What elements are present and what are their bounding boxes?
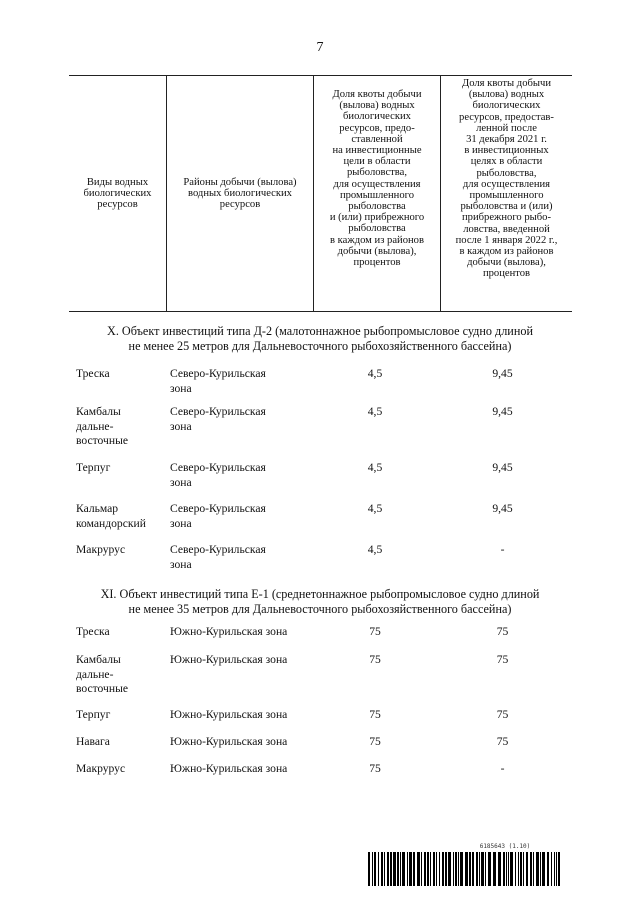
barcode-bar [409,852,412,886]
barcode-bar [530,852,532,886]
barcode-bar [397,852,399,886]
species-cell: Треска [76,367,110,380]
quota-share-2022-cell: 75 [496,625,509,638]
section-title: XI. Объект инвестиций типа Е-1 (среднетоннажное рыбопромысловое судно длиной не менее 35 метров для Дальневосточного рыбохозяйственного бассейна) [100,587,540,616]
species-cell: Макрурус [76,543,126,556]
barcode-bar [387,852,389,886]
barcode-bar [542,852,545,886]
quota-share-cell: 4,5 [367,367,383,380]
barcode-bar [460,852,463,886]
barcode-bar [520,852,522,886]
barcode-bar [554,852,555,886]
quota-share-2022-cell: 9,45 [492,502,513,515]
barcode-bar [430,852,431,886]
quota-share-cell: 75 [369,762,381,775]
quota-share-2022-cell: 9,45 [492,461,513,474]
quota-share-cell: 4,5 [367,543,383,556]
barcode-bar [479,852,480,886]
barcode-bar [476,852,478,886]
barcode-bar [455,852,457,886]
barcode-bar [556,852,557,886]
barcode-bar [488,852,491,886]
region-cell: Южно-Курильская зона [170,625,288,638]
species-cell: Макрурус [76,762,126,775]
barcode-bar [417,852,420,886]
barcode-bar [558,852,560,886]
region-cell: Южно-Курильская зона [170,653,288,666]
quota-share-2022-cell: 75 [496,708,509,721]
quota-share-cell: 4,5 [367,502,383,515]
barcode-bar [372,852,373,886]
barcode-bar [427,852,429,886]
quota-share-cell: 75 [369,735,381,748]
barcode-bar [439,852,440,886]
barcode-bar [407,852,408,886]
region-cell: Южно-Курильская зона [170,762,288,775]
barcode-bar [421,852,422,886]
barcode-bar [472,852,474,886]
species-cell: Камбалы дальне- восточные [76,405,129,447]
header-quota-share [314,76,441,312]
quota-share-2022-cell: 9,45 [492,367,513,380]
barcode-bar [506,852,507,886]
barcode-bar [374,852,376,886]
species-cell: Навага [76,735,110,748]
region-cell: Северо-Курильская зона [170,405,266,433]
quota-share-cell: 4,5 [367,405,383,418]
header-quota-share-2022-text: Доля квоты добычи (вылова) водных биологических ресурсов, предостав- ленной после 31 декабря 2021 г. в инвестиционных целях в области рыболовства, для осуществления промышленного рыболовства и (или) прибрежного рыбо- ловства, введенной после 1 января 2022 г., в каждом из районов добычи (вылова), процентов [455,78,558,280]
barcode-bar [510,852,513,886]
quota-share-cell: 75 [369,708,381,721]
barcode-bar [448,852,451,886]
barcode-icon [368,852,564,886]
barcode-bar [378,852,379,886]
quota-share-cell: 75 [369,625,381,638]
barcode-bar [540,852,541,886]
region-cell: Северо-Курильская зона [170,461,266,489]
barcode-bar [453,852,454,886]
barcode-bar [551,852,552,886]
barcode-bar [498,852,501,886]
page-number: 7 [316,40,324,55]
quota-share-2022-cell: 75 [496,653,509,666]
barcode-bar [493,852,496,886]
barcode-bar [390,852,392,886]
barcode-bar [503,852,505,886]
header-quota-share-text: Доля квоты добычи (вылова) водных биологических ресурсов, предо- ставленной на инвестиционные цели в области рыболовства, для осуществления промышленного рыболовства и (или) прибрежного рыболовства в каждом из районов добычи (вылова), процентов [329,89,425,269]
barcode-bar [526,852,528,886]
species-cell: Терпуг [76,708,111,721]
quota-share-cell: 4,5 [367,461,383,474]
region-cell: Северо-Курильская зона [170,367,266,395]
barcode-bar [384,852,385,886]
barcode-label: 6185643 (1.10) [479,843,531,850]
region-cell: Южно-Курильская зона [170,735,288,748]
table-header [69,75,572,312]
barcode-bar [523,852,524,886]
barcode-bar [400,852,401,886]
barcode-bar [424,852,426,886]
barcode-bar [547,852,549,886]
region-cell: Северо-Курильская зона [170,543,266,571]
barcode-bar [436,852,437,886]
barcode-bar [381,852,383,886]
quota-share-2022-cell: - [500,543,505,556]
quota-share-2022-cell: 75 [496,735,509,748]
barcode-bar [433,852,435,886]
barcode-bar [465,852,468,886]
barcode-bar [533,852,534,886]
header-regions: Районы добычи (вылова) водных биологических ресурсов [167,76,314,312]
quota-share-2022-cell: 9,45 [492,405,513,418]
barcode-bar [402,852,405,886]
quota-share-cell: 75 [369,653,381,666]
section-title: X. Объект инвестиций типа Д-2 (малотоннажное рыбопромысловое судно длиной не менее 25 метров для Дальневосточного рыбохозяйственного бассейна) [107,324,533,353]
header-quota-share-2022 [441,76,573,312]
barcode-bar [413,852,415,886]
species-cell: Терпуг [76,461,111,474]
barcode-bar [536,852,539,886]
barcode-bar [442,852,444,886]
barcode-bar [515,852,516,886]
barcode-bar [508,852,509,886]
barcode-bar [469,852,471,886]
quota-share-2022-cell: - [500,762,505,775]
region-cell: Северо-Курильская зона [170,502,266,530]
barcode-bar [458,852,459,886]
barcode-bar [393,852,396,886]
species-cell: Кальмар командорский [76,502,146,530]
species-cell: Треска [76,625,110,638]
barcode-bar [445,852,447,886]
barcode-bar [481,852,484,886]
barcode-bar [368,852,370,886]
header-species: Виды водных биологических ресурсов [69,76,167,312]
species-cell: Камбалы дальне- восточные [76,653,129,695]
region-cell: Южно-Курильская зона [170,708,288,721]
barcode-bar [485,852,486,886]
barcode-bar [518,852,519,886]
